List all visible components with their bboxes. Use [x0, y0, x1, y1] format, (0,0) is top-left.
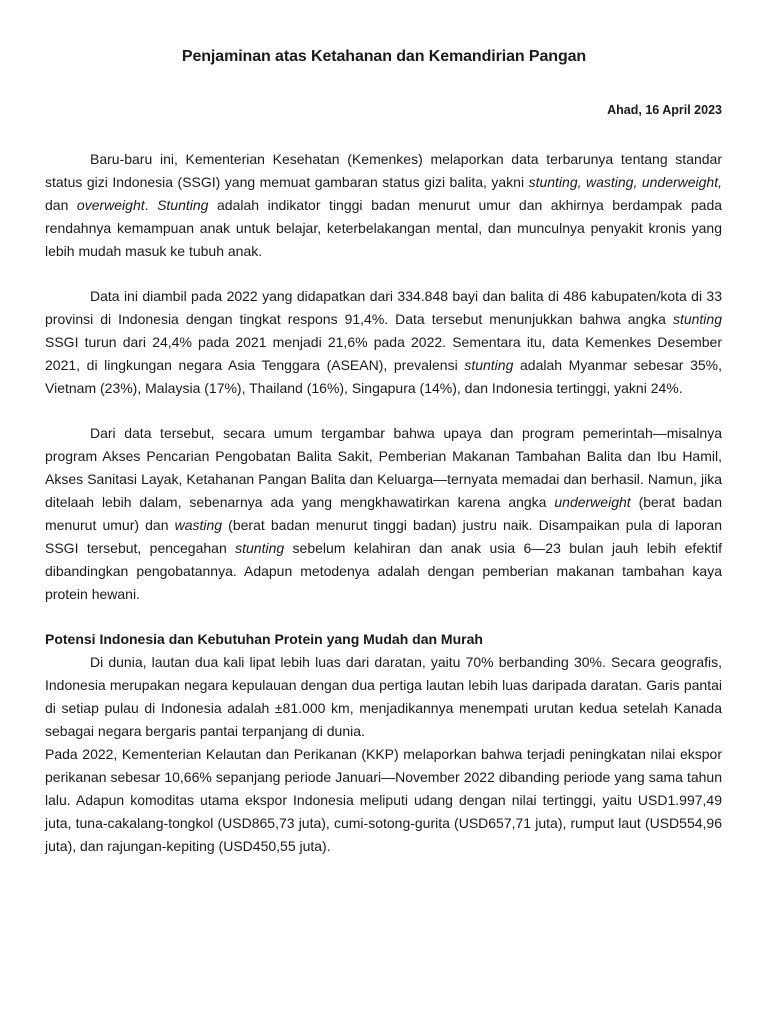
text-run: . — [144, 197, 158, 213]
italic-term: overweight — [76, 197, 145, 213]
text-run: Baru-baru ini, Kementerian Kesehatan (Kemenkes) melaporkan data terbarunya tentang standar status gizi Indonesia (SSGI) yang memuat gambaran status gizi balita, yakni — [45, 151, 722, 190]
italic-term: stunting — [672, 311, 722, 327]
document-body — [45, 148, 722, 858]
text-run: SSGI turun dari 24,4% pada 2021 menjadi 21,6% pada 2022. Sementara itu, data Kemenkes Desember 2021, di lingkungan negara Asia Tenggara (ASEAN), prevalensi — [45, 334, 722, 373]
section-heading: Potensi Indonesia dan Kebutuhan Protein yang Mudah dan Murah — [45, 631, 483, 647]
paragraph-2 — [45, 285, 722, 400]
text-run: Dari data tersebut, secara umum tergambar bahwa upaya dan program pemerintah—misalnya program Akses Pencarian Pengobatan Balita Sakit, Pemberian Makanan Tambahan Balita dan Ibu Hamil, Akses Sanitasi Layak, Ketahanan Pangan Balita dan Keluarga—ternyata memadai dan berhasil. Namun, jika ditelaah lebih dalam, sebenarnya ada yang mengkhawatirkan karena angka — [45, 425, 722, 510]
italic-term: stunting — [464, 357, 514, 373]
italic-term: wasting — [174, 517, 223, 533]
section-paragraph-2 — [45, 743, 722, 858]
text-run: Pada 2022, Kementerian Kelautan dan Perikanan (KKP) melaporkan bahwa terjadi peningkatan nilai ekspor perikanan sebesar 10,66% sepanjang periode Januari—November 2022 dibanding periode yang sama tahun lalu. Adapun komoditas utama ekspor Indonesia meliputi udang dengan nilai tertinggi, yaitu USD1.997,49 juta, tuna-cakalang-tongkol (USD865,73 juta), cumi-sotong-gurita (USD657,71 juta), rumput laut (USD554,96 juta), dan rajungan-kepiting (USD450,55 juta). — [45, 746, 722, 854]
text-run: (berat badan menurut tinggi badan) justru naik. Disampaikan pula di laporan SSGI tersebut, pencegahan — [45, 517, 722, 556]
text-run: adalah indikator tinggi badan menurut umur dan akhirnya berdampak pada rendahnya kemampuan anak untuk belajar, keterbelakangan mental, dan munculnya penyakit kronis yang lebih mudah masuk ke tubuh anak. — [45, 197, 723, 259]
text-run: Data ini diambil pada 2022 yang didapatkan dari 334.848 bayi dan balita di 486 kabupaten/kota di 33 provinsi di Indonesia dengan tingkat respons 91,4%. Data tersebut menunjukkan bahwa angka — [45, 288, 722, 327]
text-run: sebelum kelahiran dan anak usia 6—23 bulan jauh lebih efektif dibandingkan pengobatannya. Adapun metodenya adalah dengan pemberian makanan tambahan kaya protein hewani. — [45, 540, 722, 602]
text-run: (berat badan menurut umur) dan — [45, 494, 722, 533]
paragraph-3 — [45, 422, 722, 606]
italic-term: Stunting — [157, 197, 209, 213]
paragraph-1 — [45, 148, 722, 263]
document-date: Ahad, 16 April 2023 — [607, 103, 722, 117]
text-run: adalah Myanmar sebesar 35%, Vietnam (23%), Malaysia (17%), Thailand (16%), Singapura (14%), dan Indonesia tertinggi, yakni 24%. — [45, 357, 722, 396]
italic-term: underweight — [554, 494, 631, 510]
italic-term: stunting — [235, 540, 285, 556]
section-paragraph-1 — [45, 651, 722, 743]
italic-term: stunting, wasting, underweight, — [528, 174, 722, 190]
text-run: dan — [45, 197, 77, 213]
text-run: Di dunia, lautan dua kali lipat lebih luas dari daratan, yaitu 70% berbanding 30%. Secara geografis, Indonesia merupakan negara kepulauan dengan dua pertiga lautan lebih luas daripada daratan. Garis pantai di setiap pulau di Indonesia adalah ±81.000 km, menjadikannya menempati urutan kedua setelah Kanada sebagai negara bergaris pantai terpanjang di dunia. — [45, 654, 722, 739]
document-title: Penjaminan atas Ketahanan dan Kemandirian Pangan — [181, 48, 587, 65]
